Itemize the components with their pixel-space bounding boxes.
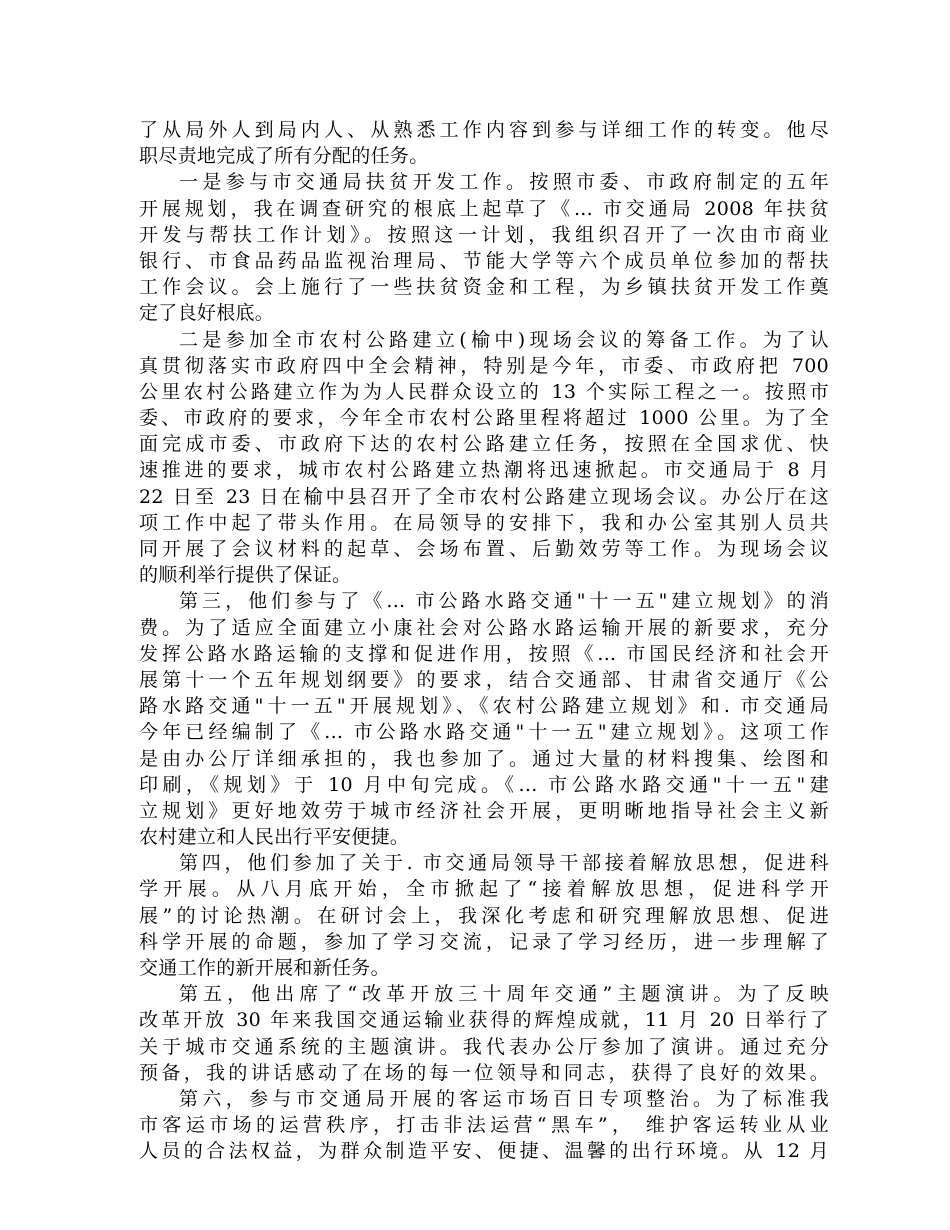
text-line: 科学开展的命题，参加了学习交流，记录了学习经历，进一步理解了 [139,930,829,953]
text-line: 关于城市交通系统的主题演讲。我代表办公厅参加了演讲。通过充分 [139,1035,829,1058]
text-line: 农村建立和人民出行平安便捷。 [139,826,410,849]
text-line: 定了良好根底。 [139,302,275,325]
text-line: 项工作中起了带头作用。在局领导的安排下，我和办公室其别人员共 [139,511,829,534]
text-line: 是由办公厅详细承担的，我也参加了。通过大量的材料搜集、绘图和 [139,747,829,770]
text-line: 展”的讨论热潮。在研讨会上，我深化考虑和研究理解放思想、促进 [139,904,829,927]
text-line: 费。为了适应全面建立小康社会对公路水路运输开展的新要求，充分 [139,616,829,639]
paragraph-first-line: 第四，他们参加了关于. 市交通局领导干部接着解放思想，促进科 [179,852,829,875]
text-line: 真贯彻落实市政府四中全会精神，特别是今年，市委、市政府把 700 [139,354,829,377]
text-line: 立规划》更好地效劳于城市经济社会开展，更明晰地指导社会主义新 [139,799,829,822]
text-line: 开展规划，我在调查研究的根底上起草了《... 市交通局 2008 年扶贫 [139,197,829,220]
paragraph-first-line: 第六，参与市交通局开展的客运市场百日专项整治。为了标准我 [179,1087,829,1110]
text-line: 职尽责地完成了所有分配的任务。 [139,145,429,168]
text-line: 工作会议。会上施行了一些扶贫资金和工程，为乡镇扶贫开发工作奠 [139,276,829,299]
text-line: 改革开放 30 年来我国交通运输业获得的辉煌成就，11 月 20 日举行了 [139,1009,829,1032]
text-line: 了从局外人到局内人、从熟悉工作内容到参与详细工作的转变。他尽 [139,119,829,141]
text-line: 路水路交通"十一五"开展规划》、《农村公路建立规划》和. 市交通局 [139,695,829,718]
text-line: 今年已经编制了《... 市公路水路交通"十一五"建立规划》。这项工作 [139,721,829,744]
text-line: 的顺利举行提供了保证。 [139,564,352,587]
text-line: 发挥公路水路运输的支撑和促进作用，按照《... 市国民经济和社会开 [139,642,829,665]
paragraph-first-line: 一是参与市交通局扶贫开发工作。按照市委、市政府制定的五年 [179,171,829,194]
text-line: 银行、市食品药品监视治理局、节能大学等六个成员单位参加的帮扶 [139,249,829,272]
text-line: 展第十一个五年规划纲要》的要求，结合交通部、甘肃省交通厅《公 [139,668,829,691]
text-line: 人员的合法权益，为群众制造平安、便捷、温馨的出行环境。从 12 月 [139,1140,829,1163]
text-line: 印刷，《规划》于 10 月中旬完成。《... 市公路水路交通"十一五"建 [139,773,829,796]
text-line: 委、市政府的要求，今年全市农村公路里程将超过 1000 公里。为了全 [139,407,829,430]
text-line: 面完成市委、市政府下达的农村公路建立任务，按照在全国求优、快 [139,433,829,456]
text-line: 公里农村公路建立作为为人民群众设立的 13 个实际工程之一。按照市 [139,380,829,403]
paragraph-first-line: 第五，他出席了“改革开放三十周年交通”主题演讲。为了反映 [179,983,829,1006]
paragraph-first-line: 第三，他们参与了《... 市公路水路交通"十一五"建立规划》的消 [179,590,829,613]
text-line: 交通工作的新开展和新任务。 [139,957,390,979]
text-line: 预备，我的讲话感动了在场的每一位领导和同志，获得了良好的效果。 [139,1061,829,1084]
text-line: 学开展。从八月底开始，全市掀起了“接着解放思想，促进科学开 [139,878,829,901]
paragraph-first-line: 二是参加全市农村公路建立(榆中)现场会议的筹备工作。为了认 [179,328,829,351]
text-line: 22 日至 23 日在榆中县召开了全市农村公路建立现场会议。办公厅在这 [139,485,829,508]
text-line: 开发与帮扶工作计划》。按照这一计划，我组织召开了一次由市商业 [139,223,829,246]
body-text [139,117,829,1165]
text-line: 速推进的要求，城市农村公路建立热潮将迅速掀起。市交通局于 8 月 [139,459,829,482]
text-line: 同开展了会议材料的起草、会场布置、后勤效劳等工作。为现场会议 [139,538,829,560]
text-line: 市客运市场的运营秩序，打击非法运营“黑车”， 维护客运转业从业 [139,1114,829,1137]
